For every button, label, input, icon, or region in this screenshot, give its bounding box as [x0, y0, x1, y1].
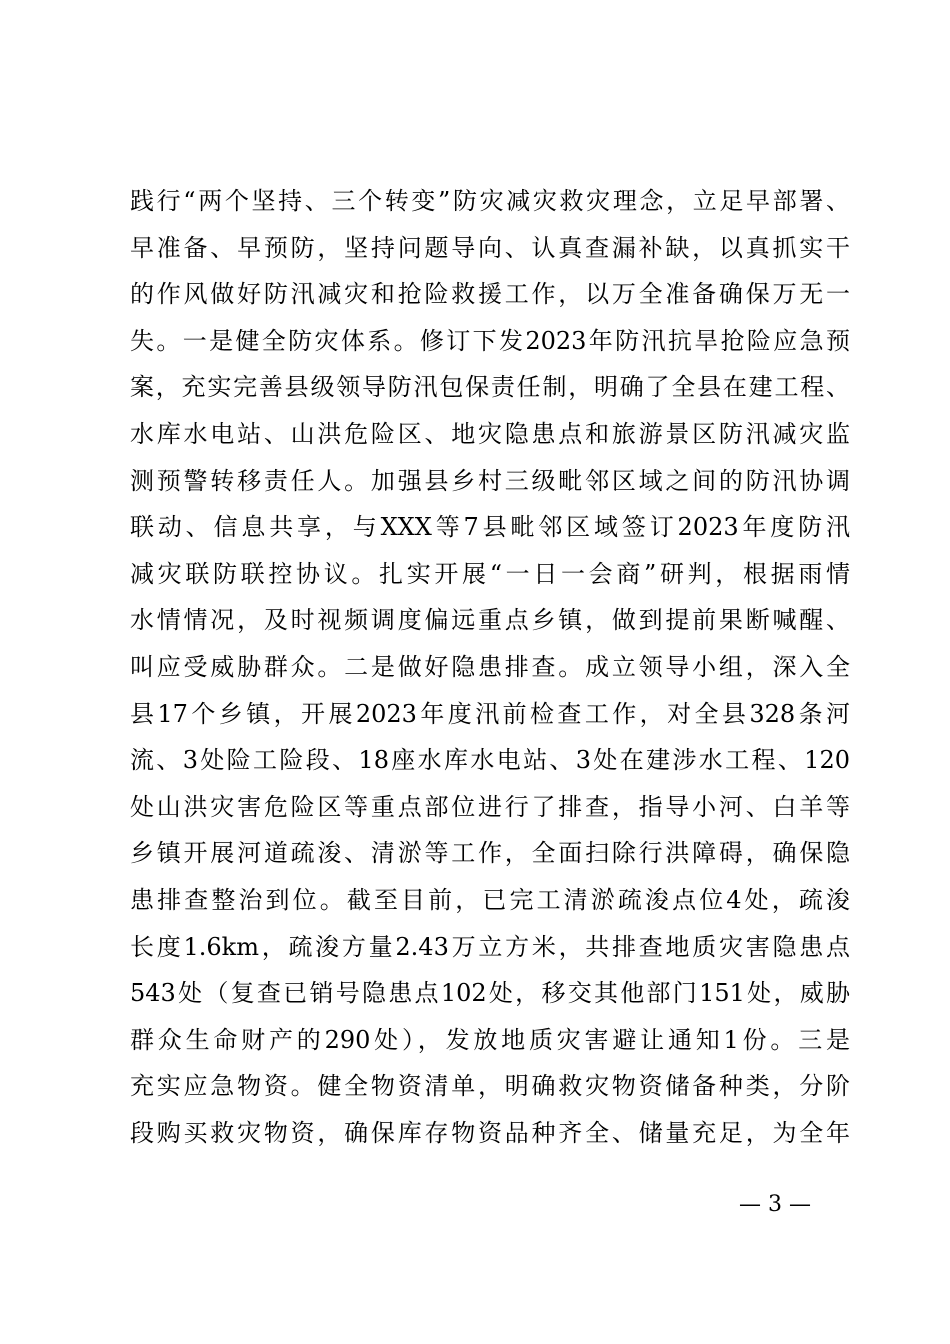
text-line-7: 测预警转移责任人。加强县乡村三级毗邻区域之间的防汛协调	[130, 466, 850, 495]
text-line-16: 患排查整治到位。截至目前，已完工清淤疏浚点位4处，疏浚	[130, 885, 850, 914]
text-line-19: 群众生命财产的290处），发放地质灾害避让通知1份。三是	[130, 1025, 850, 1054]
text-line-6: 水库水电站、山洪危险区、地灾隐患点和旅游景区防汛减灾监	[130, 419, 850, 448]
text-line-8: 联动、信息共享，与XXX等7县毗邻区域签订2023年度防汛	[130, 513, 850, 542]
text-line-1: 践行“两个坚持、三个转变”防灾减灾救灾理念，立足早部署、	[130, 187, 850, 215]
text-line-18: 543处（复查已销号隐患点102处，移交其他部门151处，威胁	[130, 979, 850, 1008]
text-line-2: 早准备、早预防，坚持问题导向、认真查漏补缺，以真抓实干	[130, 233, 850, 262]
body-paragraph	[130, 178, 850, 1156]
text-line-11: 叫应受威胁群众。二是做好隐患排查。成立领导小组，深入全	[130, 652, 850, 681]
text-line-20: 充实应急物资。健全物资清单，明确救灾物资储备种类，分阶	[130, 1072, 850, 1101]
text-line-17: 长度1.6km，疏浚方量2.43万立方米，共排查地质灾害隐患点	[130, 932, 850, 961]
text-line-9: 减灾联防联控协议。扎实开展“一日一会商”研判，根据雨情	[130, 559, 850, 588]
text-line-5: 案，充实完善县级领导防汛包保责任制，明确了全县在建工程、	[130, 373, 850, 402]
text-line-14: 处山洪灾害危险区等重点部位进行了排查，指导小河、白羊等	[130, 792, 850, 821]
text-line-12: 县17个乡镇，开展2023年度汛前检查工作，对全县328条河	[130, 699, 850, 728]
text-line-4: 失。一是健全防灾体系。修订下发2023年防汛抗旱抢险应急预	[130, 326, 850, 355]
page-number: — 3 —	[739, 1192, 811, 1217]
text-line-15: 乡镇开展河道疏浚、清淤等工作，全面扫除行洪障碍，确保隐	[130, 839, 850, 868]
text-line-3: 的作风做好防汛减灾和抢险救援工作，以万全准备确保万无一	[130, 280, 850, 309]
text-line-10: 水情情况，及时视频调度偏远重点乡镇，做到提前果断喊醒、	[130, 606, 850, 635]
text-line-21: 段购买救灾物资，确保库存物资品种齐全、储量充足，为全年	[130, 1118, 850, 1147]
text-line-13: 流、3处险工险段、18座水库水电站、3处在建涉水工程、120	[130, 746, 850, 775]
